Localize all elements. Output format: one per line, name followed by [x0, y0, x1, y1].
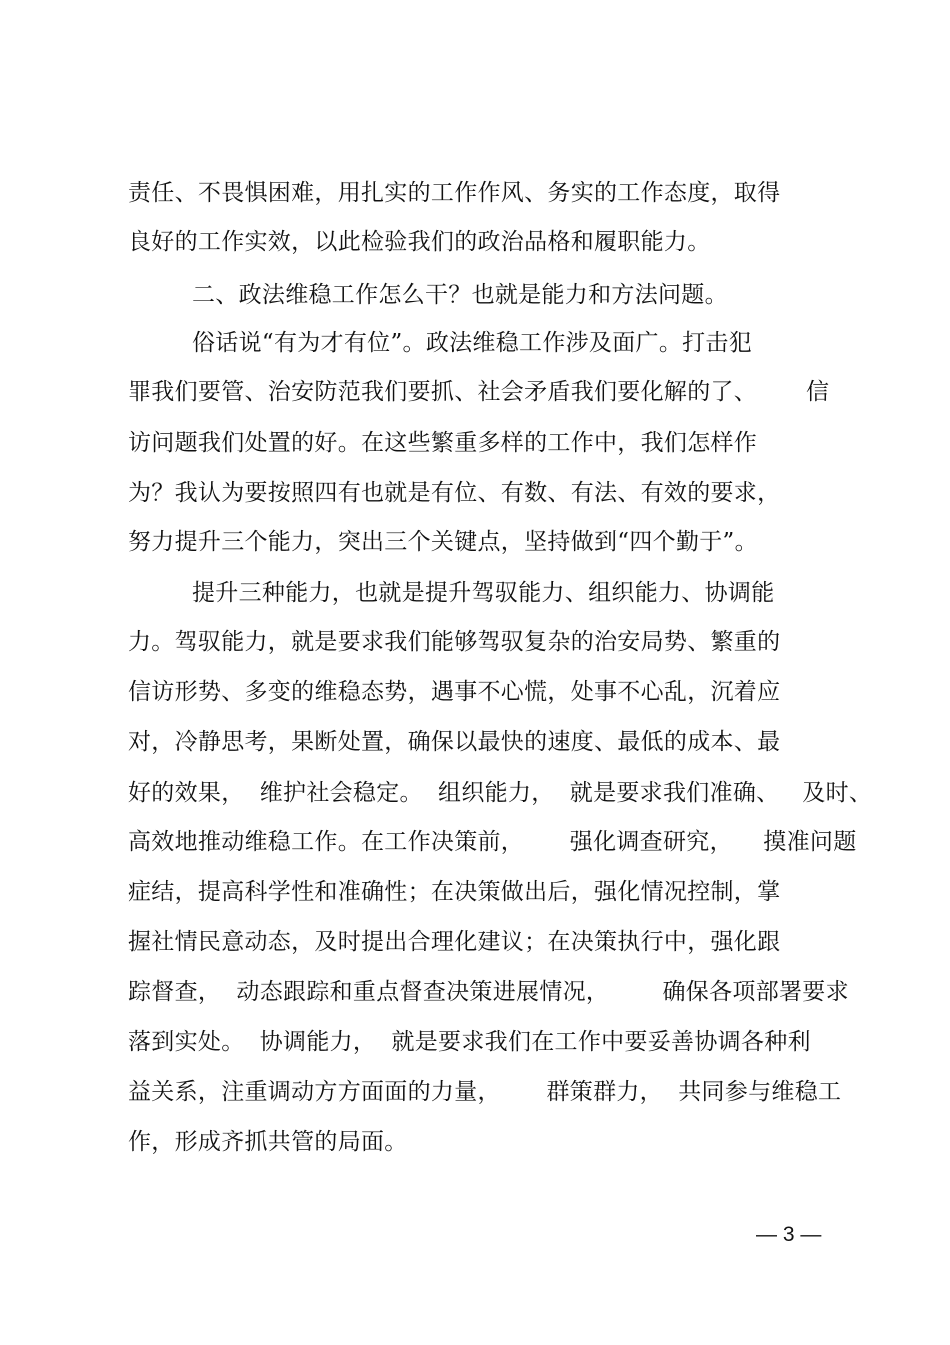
- text-line: 俗话说“有为才有位”。政法维稳工作涉及面广。打击犯: [192, 330, 753, 356]
- text-line: 作，形成齐抓共管的局面。: [128, 1129, 408, 1155]
- text-line: 提升三种能力，也就是提升驾驭能力、组织能力、协调能: [192, 580, 775, 606]
- text-line: 症结，提高科学性和准确性；在决策做出后，强化情况控制，掌: [128, 879, 781, 905]
- text-line: 信访形势、多变的维稳态势，遇事不心慌，处事不心乱，沉着应: [128, 679, 781, 705]
- text-line: 信: [806, 379, 830, 405]
- text-line: 二、政法维稳工作怎么干？也就是能力和方法问题。: [192, 282, 728, 308]
- text-line: 益关系，注重调动方方面面的力量， 群策群力， 共同参与维稳工: [128, 1079, 842, 1105]
- text-line: 访问题我们处置的好。在这些繁重多样的工作中，我们怎样作: [128, 430, 758, 456]
- text-line: 对，冷静思考，果断处置，确保以最快的速度、最低的成本、最: [128, 729, 781, 755]
- text-line: 好的效果， 维护社会稳定。 组织能力， 就是要求我们准确、 及时、: [128, 780, 873, 806]
- text-line: 高效地推动维稳工作。在工作决策前， 强化调查研究， 摸准问题: [128, 829, 857, 855]
- text-line: 良好的工作实效，以此检验我们的政治品格和履职能力。: [128, 229, 711, 255]
- text-line: 为？我认为要按照四有也就是有位、有数、有法、有效的要求，: [128, 480, 781, 506]
- text-line: 落到实处。 协调能力， 就是要求我们在工作中要妥善协调各种利: [128, 1029, 811, 1055]
- text-line: 责任、不畏惧困难，用扎实的工作作风、务实的工作态度，取得: [128, 180, 781, 206]
- text-line: 踪督查， 动态跟踪和重点督查决策进展情况， 确保各项部署要求: [128, 979, 849, 1005]
- text-line: 罪我们要管、治安防范我们要抓、社会矛盾我们要化解的了、: [128, 379, 758, 405]
- text-line: 力。驾驭能力，就是要求我们能够驾驭复杂的治安局势、繁重的: [128, 629, 781, 655]
- page-number: — 3 —: [756, 1223, 822, 1246]
- text-line: 努力提升三个能力，突出三个关键点，坚持做到“四个勤于”。: [128, 529, 758, 555]
- text-line: 握社情民意动态，及时提出合理化建议；在决策执行中，强化跟: [128, 929, 781, 955]
